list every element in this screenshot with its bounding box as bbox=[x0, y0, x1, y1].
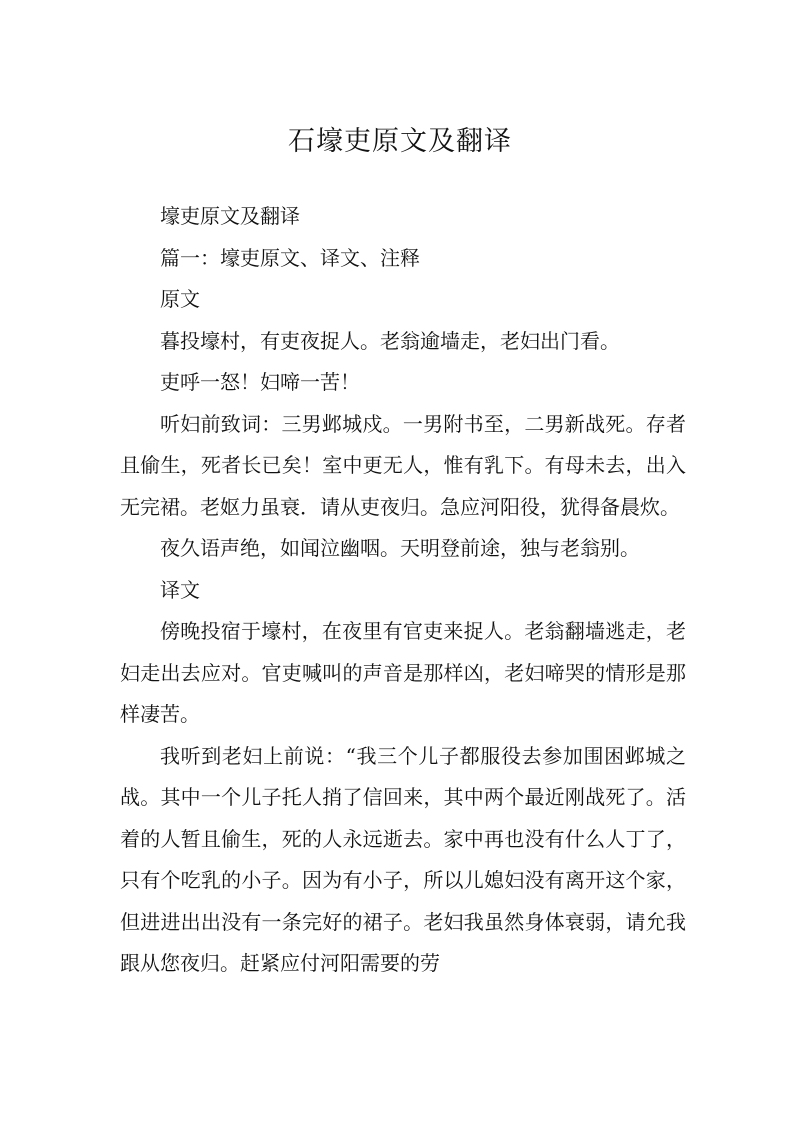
document-title: 石壕吏原文及翻译 bbox=[288, 126, 512, 157]
subtitle-paragraph: 壕吏原文及翻译 bbox=[160, 204, 300, 228]
original-text-paragraph: 吏呼一怒！妇啼一苦！ bbox=[160, 370, 360, 394]
translation-paragraph: 傍晚投宿于壕村，在夜里有官吏来捉人。老翁翻墙逃走，老妇走出去应对。官吏喊叫的声音是那样凶，老妇啼哭的情形是那样凄苦。 bbox=[120, 619, 686, 726]
translation-paragraph: 我听到老妇上前说：“我三个儿子都服役去参加围困邺城之战。其中一个儿子托人捎了信回来，其中两个最近刚战死了。活着的人暂且偷生，死的人永远逝去。家中再也没有什么人丁了，只有个吃乳的小子。因为有小子，所以儿媳妇没有离开这个家，但进进出出没有一条完好的裙子。老妇我虽然身体衰弱，请允我跟从您夜归。赶紧应付河阳需要的劳 bbox=[120, 743, 686, 975]
original-text-paragraph: 暮投壕村，有吏夜捉人。老翁逾墙走，老妇出门看。 bbox=[160, 328, 620, 353]
original-text-paragraph: 听妇前致词：三男邺城戍。一男附书至，二男新战死。存者且偷生，死者长已矣！室中更无人，惟有乳下。有母未去，出入无完裙。老妪力虽衰．请从吏夜归。急应河阳役，犹得备晨炊。 bbox=[120, 411, 686, 519]
document-body bbox=[120, 196, 686, 985]
original-text-paragraph: 夜久语声绝，如闻泣幽咽。天明登前途，独与老翁别。 bbox=[160, 536, 640, 560]
section-heading-paragraph: 篇一：壕吏原文、译文、注释 bbox=[160, 245, 420, 270]
translation-heading: 译文 bbox=[160, 577, 200, 602]
original-text-heading: 原文 bbox=[160, 287, 200, 311]
